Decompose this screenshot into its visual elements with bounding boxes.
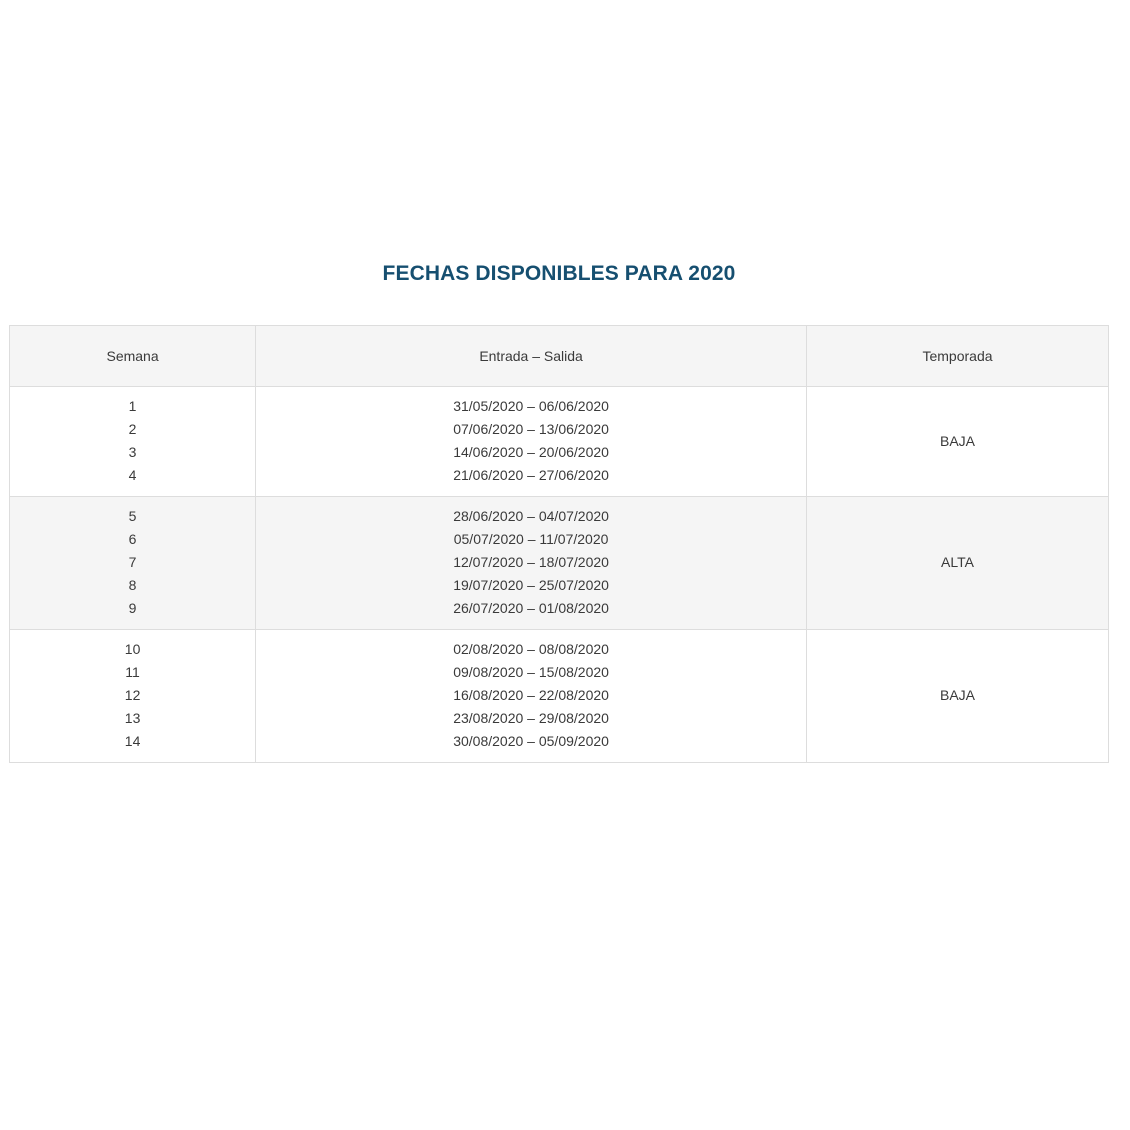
week-number: 13	[124, 710, 141, 726]
dates-table	[9, 325, 1109, 763]
date-range: 26/07/2020 – 01/08/2020	[453, 600, 609, 616]
date-range: 23/08/2020 – 29/08/2020	[453, 710, 609, 726]
week-number: 14	[124, 733, 141, 749]
week-number: 8	[128, 577, 137, 593]
date-range: 16/08/2020 – 22/08/2020	[453, 687, 609, 703]
week-number: 2	[128, 421, 137, 437]
date-range: 30/08/2020 – 05/09/2020	[453, 733, 609, 749]
week-number: 4	[128, 467, 137, 483]
date-range: 02/08/2020 – 08/08/2020	[453, 641, 609, 657]
season-cell: ALTA	[807, 497, 1109, 630]
week-cell	[10, 387, 256, 497]
date-range: 28/06/2020 – 04/07/2020	[453, 508, 609, 524]
table-row	[10, 387, 1109, 497]
week-cell	[10, 497, 256, 630]
date-range: 07/06/2020 – 13/06/2020	[453, 421, 609, 437]
date-range: 21/06/2020 – 27/06/2020	[453, 467, 609, 483]
header-week: Semana	[10, 326, 256, 387]
season-cell: BAJA	[807, 387, 1109, 497]
table-row	[10, 630, 1109, 763]
week-number: 10	[124, 641, 141, 657]
date-range: 31/05/2020 – 06/06/2020	[453, 398, 609, 414]
date-range: 12/07/2020 – 18/07/2020	[453, 554, 609, 570]
week-number: 7	[128, 554, 137, 570]
week-number: 1	[128, 398, 137, 414]
week-number: 5	[128, 508, 137, 524]
date-range: 14/06/2020 – 20/06/2020	[453, 444, 609, 460]
range-cell	[256, 387, 807, 497]
range-cell	[256, 497, 807, 630]
week-number: 3	[128, 444, 137, 460]
week-cell	[10, 630, 256, 763]
week-number: 6	[128, 531, 137, 547]
header-range: Entrada – Salida	[256, 326, 807, 387]
week-number: 11	[125, 664, 140, 680]
season-cell: BAJA	[807, 630, 1109, 763]
week-number: 12	[124, 687, 141, 703]
date-range: 05/07/2020 – 11/07/2020	[453, 531, 609, 547]
week-number: 9	[128, 600, 137, 616]
table-header-row	[10, 326, 1109, 387]
range-cell	[256, 630, 807, 763]
table-row	[10, 497, 1109, 630]
date-range: 09/08/2020 – 15/08/2020	[453, 664, 609, 680]
page-title: FECHAS DISPONIBLES PARA 2020	[382, 262, 736, 285]
date-range: 19/07/2020 – 25/07/2020	[453, 577, 609, 593]
header-season: Temporada	[807, 326, 1109, 387]
